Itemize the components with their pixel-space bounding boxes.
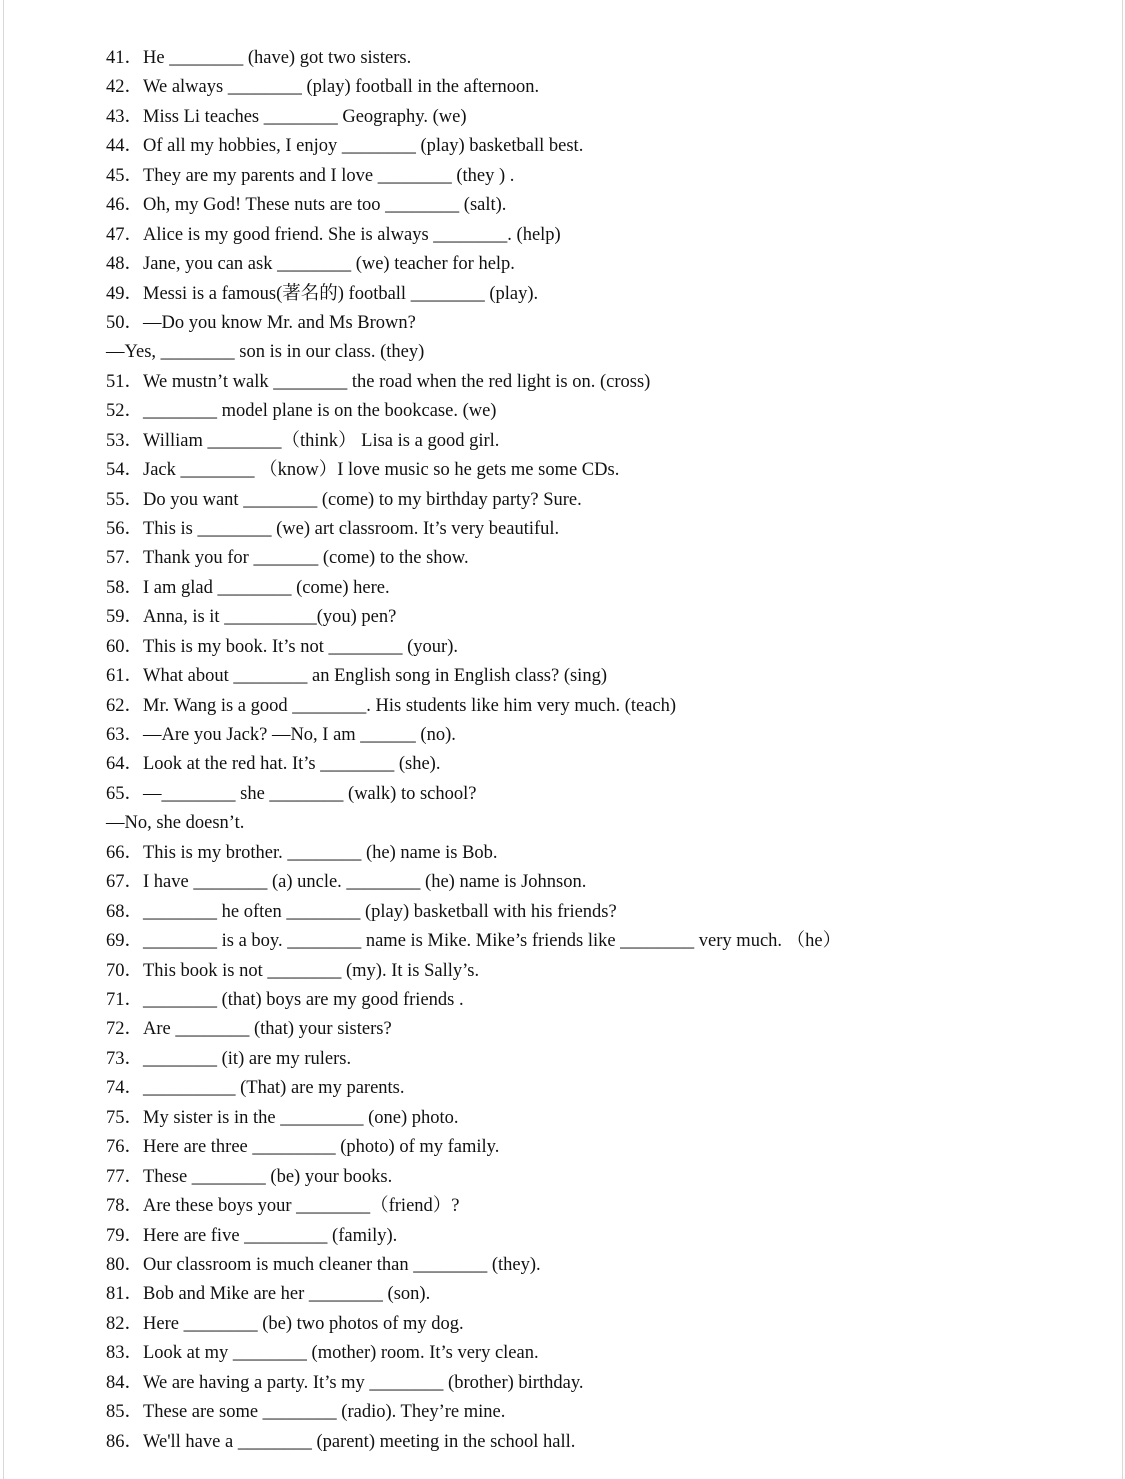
exercise-line: 64．Look at the red hat. It’s ________ (she). (106, 754, 441, 774)
exercise-line: 54．Jack ________ （know）I love music so he gets me some CDs. (106, 460, 620, 480)
page-edge-right (1122, 0, 1123, 1479)
exercise-line: 48．Jane, you can ask ________ (we) teacher for help. (106, 254, 515, 274)
exercise-line: 42．We always ________ (play) football in the afternoon. (106, 77, 540, 97)
exercise-line: 71．________ (that) boys are my good friends . (106, 990, 464, 1010)
exercise-line: 50．—Do you know Mr. and Ms Brown? (106, 313, 416, 333)
exercise-line: 86．We'll have a ________ (parent) meeting in the school hall. (106, 1432, 576, 1452)
exercise-line: 66．This is my brother. ________ (he) name is Bob. (106, 843, 498, 863)
exercise-line: 80．Our classroom is much cleaner than ________ (they). (106, 1255, 541, 1275)
exercise-line: 75．My sister is in the _________ (one) photo. (106, 1108, 459, 1128)
exercise-line: 58．I am glad ________ (come) here. (106, 578, 390, 598)
exercise-line: 43．Miss Li teaches ________ Geography. (we) (106, 107, 467, 127)
exercise-line: 84．We are having a party. It’s my ________ (brother) birthday. (106, 1373, 584, 1393)
page-edge-left (3, 0, 4, 1479)
exercise-line: 61．What about ________ an English song in English class? (sing) (106, 666, 607, 686)
exercise-line: 69．________ is a boy. ________ name is Mike. Mike’s friends like ________ very much. （he） (106, 931, 842, 951)
exercise-line: —No, she doesn’t. (106, 813, 245, 833)
exercise-line: 79．Here are five _________ (family). (106, 1226, 398, 1246)
exercise-line: 85．These are some ________ (radio). They’re mine. (106, 1402, 506, 1422)
exercise-line: 78．Are these boys your ________（friend）? (106, 1196, 460, 1216)
exercise-line: 59．Anna, is it __________(you) pen? (106, 607, 397, 627)
exercise-line: 76．Here are three _________ (photo) of my family. (106, 1137, 500, 1157)
exercise-line: 73．________ (it) are my rulers. (106, 1049, 352, 1069)
exercise-line: 60．This is my book. It’s not ________ (your). (106, 637, 459, 657)
exercise-line: 55．Do you want ________ (come) to my birthday party? Sure. (106, 490, 582, 510)
exercise-line: 44．Of all my hobbies, I enjoy ________ (play) basketball best. (106, 136, 584, 156)
exercise-line: —Yes, ________ son is in our class. (they) (106, 342, 425, 362)
exercise-line: 63．—Are you Jack? —No, I am ______ (no). (106, 725, 456, 745)
exercise-line: 72．Are ________ (that) your sisters? (106, 1019, 392, 1039)
exercise-line: 82．Here ________ (be) two photos of my dog. (106, 1314, 464, 1334)
exercise-line: 45．They are my parents and I love ________ (they ) . (106, 166, 515, 186)
exercise-line: 41．He ________ (have) got two sisters. (106, 48, 412, 68)
exercise-line: 67．I have ________ (a) uncle. ________ (he) name is Johnson. (106, 872, 587, 892)
exercise-line: 51．We mustn’t walk ________ the road when the red light is on. (cross) (106, 372, 651, 392)
exercise-line: 47．Alice is my good friend. She is always ________. (help) (106, 225, 561, 245)
exercise-line: 65．—________ she ________ (walk) to school? (106, 784, 477, 804)
exercise-line: 74．__________ (That) are my parents. (106, 1078, 405, 1098)
exercise-line: 62．Mr. Wang is a good ________. His students like him very much. (teach) (106, 696, 677, 716)
exercise-line: 83．Look at my ________ (mother) room. It’s very clean. (106, 1343, 539, 1363)
exercise-line: 68．________ he often ________ (play) basketball with his friends? (106, 902, 617, 922)
exercise-line: 70．This book is not ________ (my). It is Sally’s. (106, 961, 480, 981)
exercise-line: 56．This is ________ (we) art classroom. It’s very beautiful. (106, 519, 560, 539)
exercise-line: 52．________ model plane is on the bookcase. (we) (106, 401, 497, 421)
exercise-line: 77．These ________ (be) your books. (106, 1167, 393, 1187)
exercise-line: 57．Thank you for _______ (come) to the show. (106, 548, 469, 568)
exercise-line: 81．Bob and Mike are her ________ (son). (106, 1284, 431, 1304)
exercise-line: 53．William ________（think） Lisa is a good girl. (106, 431, 500, 451)
exercise-line: 49．Messi is a famous(著名的) football ________ (play). (106, 284, 539, 304)
exercise-line: 46．Oh, my God! These nuts are too ________ (salt). (106, 195, 507, 215)
